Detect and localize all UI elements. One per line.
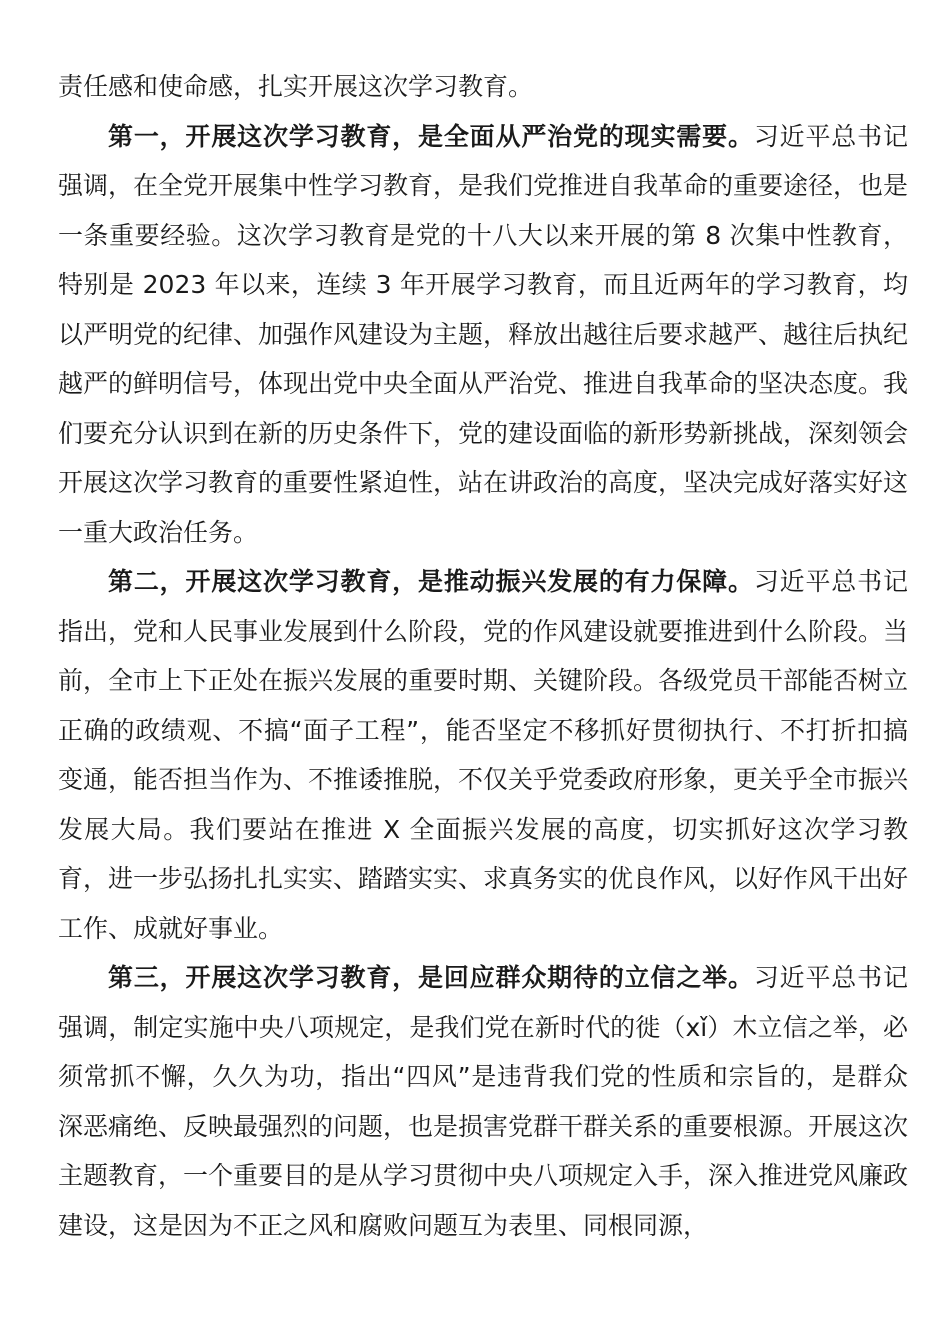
paragraph-third-point xyxy=(58,953,908,1250)
paragraph-continuation xyxy=(58,62,908,112)
paragraph-lead-heading: 第三，开展这次学习教育，是回应群众期待的立信之举。 xyxy=(108,963,754,992)
paragraph-first-point xyxy=(58,112,908,558)
paragraph-text: 习近平总书记指出，党和人民事业发展到什么阶段，党的作风建设就要推进到什么阶段。当前，全市上下正处在振兴发展的重要时期、关键阶段。各级党员干部能否树立正确的政绩观、不搞“面子工程”，能否坚定不移抓好贯彻执行、不打折扣搞变通，能否担当作为、不推诿推脱，不仅关乎党委政府形象，更关乎全市振兴发展大局。我们要站在推进 X 全面振兴发展的高度，切实抓好这次学习教育，进一步弘扬扎扎实实、踏踏实实、求真务实的优良作风，以好作风干出好工作、成就好事业。 xyxy=(58,567,909,943)
paragraph-text: 责任感和使命感，扎实开展这次学习教育。 xyxy=(58,72,534,101)
paragraph-lead-heading: 第二，开展这次学习教育，是推动振兴发展的有力保障。 xyxy=(108,567,754,596)
document-body xyxy=(58,62,908,1250)
paragraph-text: 习近平总书记强调，制定实施中央八项规定，是我们党在新时代的徙（xǐ）木立信之举，必须常抓不懈，久久为功，指出“四风”是违背我们党的性质和宗旨的，是群众深恶痛绝、反映最强烈的问题，也是损害党群干群关系的重要根源。开展这次主题教育，一个重要目的是从学习贯彻中央八项规定入手，深入推进党风廉政建设，这是因为不正之风和腐败问题互为表里、同根同源， xyxy=(58,963,909,1240)
paragraph-second-point xyxy=(58,557,908,953)
paragraph-text: 习近平总书记强调，在全党开展集中性学习教育，是我们党推进自我革命的重要途径，也是一条重要经验。这次学习教育是党的十八大以来开展的第 8 次集中性教育，特别是 2023 年以来，连续 3 年开展学习教育，而且近两年的学习教育，均以严明党的纪律、加强作风建设为主题，释放出越往后要求越严、越往后执纪越严的鲜明信号，体现出党中央全面从严治党、推进自我革命的坚决态度。我们要充分认识到在新的历史条件下，党的建设面临的新形势新挑战，深刻领会开展这次学习教育的重要性紧迫性，站在讲政治的高度，坚决完成好落实好这一重大政治任务。 xyxy=(58,121,909,547)
paragraph-lead-heading: 第一，开展这次学习教育，是全面从严治党的现实需要。 xyxy=(108,121,754,151)
